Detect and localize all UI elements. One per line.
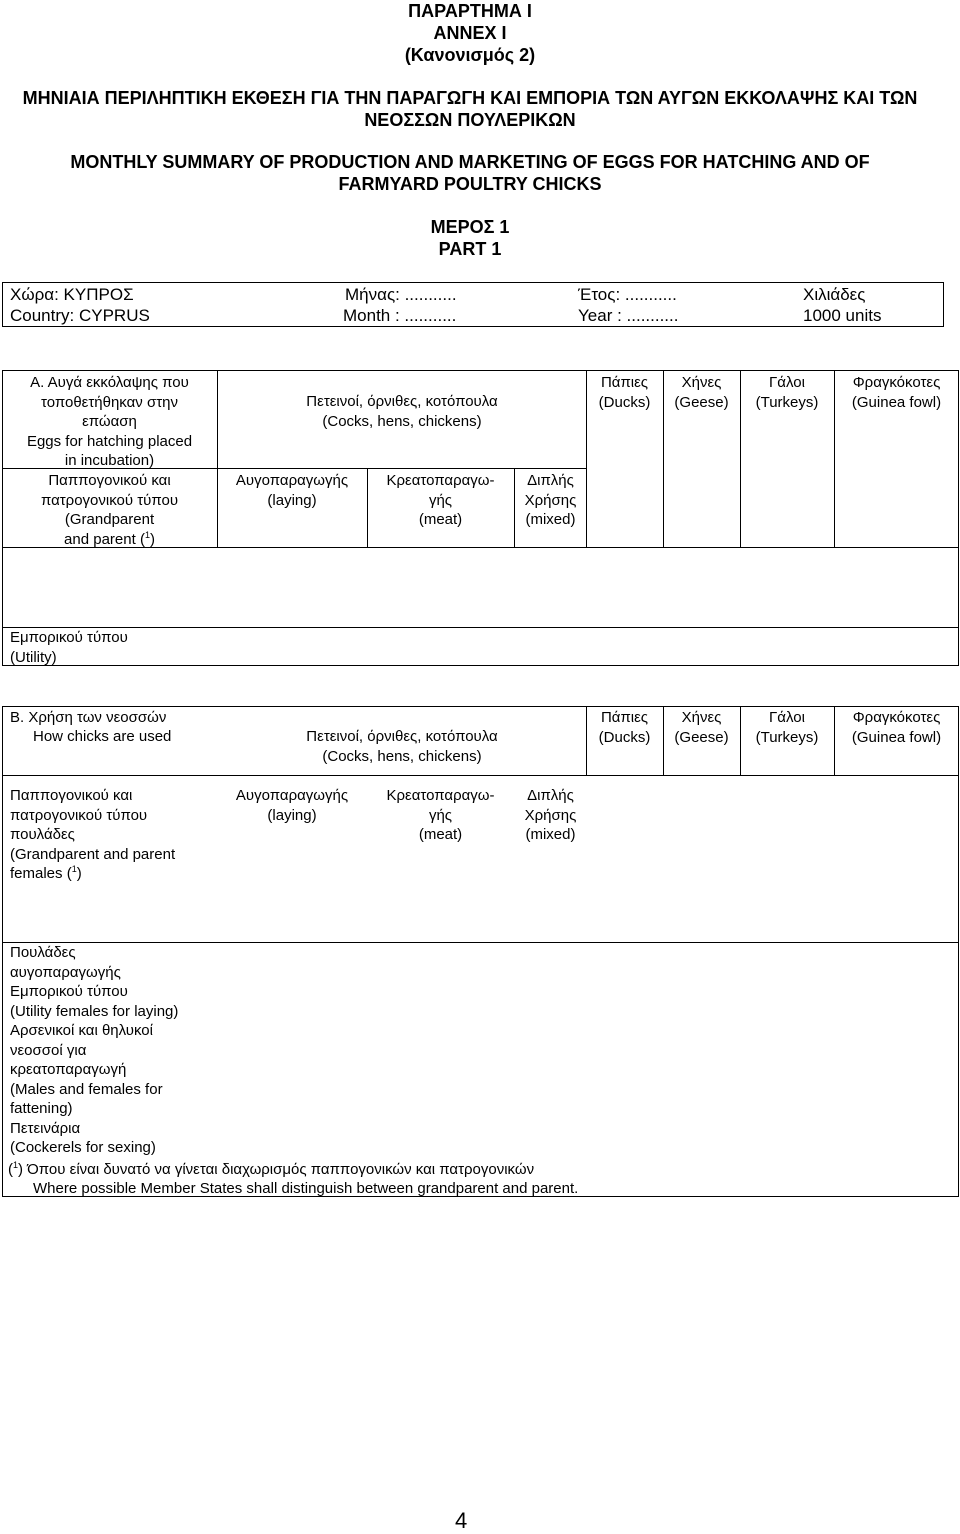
b-col-header-geese: Χήνες (Geese) bbox=[674, 709, 729, 746]
utility-row-label: Εμπορικού τύπου (Utility) bbox=[10, 629, 128, 666]
b-col-header-turkeys: Γάλοι (Turkeys) bbox=[755, 709, 819, 746]
col-header-mixed: Διπλής Χρήσης (mixed) bbox=[524, 472, 577, 528]
year-en: Year : ........... bbox=[578, 306, 679, 325]
b-col-header-meat: Κρεατοπαραγω- γής (meat) bbox=[386, 787, 495, 843]
col-header-cocks-hens: Πετεινοί, όρνιθες, κοτόπουλα (Cocks, hens, chickens) bbox=[306, 393, 498, 430]
col-header-ducks: Πάπιες (Ducks) bbox=[598, 374, 651, 411]
regulation-ref: (Κανονισμός 2) bbox=[404, 45, 536, 65]
country-el: Χώρα: ΚΥΠΡΟΣ bbox=[10, 285, 134, 304]
footnote-el: ($^1$) Όπου είναι δυνατό να γίνεται διαχωρισμός παππογονικών και πατρογονικών bbox=[8, 1160, 535, 1178]
part-label-en: PART 1 bbox=[438, 239, 502, 259]
part-label-el: ΜΕΡΟΣ 1 bbox=[430, 217, 510, 237]
section-a-title: Α. Αυγά εκκόλαψης που τοποθετήθηκαν στην επώαση Eggs for hatching placed in incubation) bbox=[26, 374, 193, 469]
units-en: 1000 units bbox=[803, 306, 882, 325]
country-en: Country: CYPRUS bbox=[10, 306, 150, 325]
col-header-guinea-fowl: Φραγκόκοτες (Guinea fowl) bbox=[851, 374, 942, 411]
report-title-en: MONTHLY SUMMARY OF PRODUCTION AND MARKETING OF EGGS FOR HATCHING AND OF FARMYARD POULTRY CHICKS bbox=[70, 152, 870, 194]
col-header-turkeys: Γάλοι (Turkeys) bbox=[755, 374, 819, 411]
b-col-header-mixed: Διπλής Χρήσης (mixed) bbox=[524, 787, 577, 843]
annex-title-en: ANNEX I bbox=[433, 23, 507, 43]
col-header-laying: Αυγοπαραγωγής (laying) bbox=[235, 472, 349, 509]
section-b-title: Β. Χρήση των νεοσσών bbox=[10, 709, 167, 726]
col-header-geese: Χήνες (Geese) bbox=[674, 374, 729, 411]
page-number: 4 bbox=[455, 1508, 468, 1533]
footnote-en: Where possible Member States shall distinguish between grandparent and parent. bbox=[33, 1180, 579, 1197]
b-col-header-laying: Αυγοπαραγωγής (laying) bbox=[235, 787, 349, 824]
grandparent-row-label: Παππογονικού και πατρογονικού τύπου (Grandparent and parent ($^1$) bbox=[40, 472, 179, 548]
b-col-header-guinea-fowl: Φραγκόκοτες (Guinea fowl) bbox=[851, 709, 942, 746]
annex-title-el: ΠΑΡΑΡΤΗΜΑ Ι bbox=[408, 1, 532, 21]
units-el: Χιλιάδες bbox=[803, 285, 866, 304]
report-title-el: ΜΗΝΙΑΙΑ ΠΕΡΙΛΗΠΤΙΚΗ ΕΚΘΕΣΗ ΓΙΑ ΤΗΝ ΠΑΡΑΓΩΓΗ ΚΑΙ ΕΜΠΟΡΙΑ ΤΩΝ ΑΥΓΩΝ ΕΚΚΟΛΑΨΗΣ ΚΑΙ ΤΩΝ ΝΕΟΣΣΩΝ ΠΟΥΛΕΡΙΚΩΝ bbox=[22, 88, 918, 130]
month-en: Month : ........... bbox=[343, 306, 457, 325]
month-el: Μήνας: ........... bbox=[345, 285, 457, 304]
col-header-meat: Κρεατοπαραγω- γής (meat) bbox=[386, 472, 495, 528]
b-col-header-cocks-hens: Πετεινοί, όρνιθες, κοτόπουλα (Cocks, hens, chickens) bbox=[306, 728, 498, 765]
section-b-title-en: How chicks are used bbox=[33, 728, 172, 745]
b-col-header-ducks: Πάπιες (Ducks) bbox=[598, 709, 651, 746]
section-b-row-labels: Πουλάδες αυγοπαραγωγής Εμπορικού τύπου (Utility females for laying) Αρσενικοί και θηλυκοί νεοσσοί για κρεατοπαραγωγή (Males and females for fattening) Πετεινάρια (Cockerels for sexing) bbox=[10, 944, 179, 1156]
grandparent-females-row-label: Παππογονικού και πατρογονικού τύπου πουλάδες (Grandparent and parent females ($^1$) bbox=[10, 787, 176, 882]
year-el: Έτος: ........... bbox=[578, 285, 677, 304]
